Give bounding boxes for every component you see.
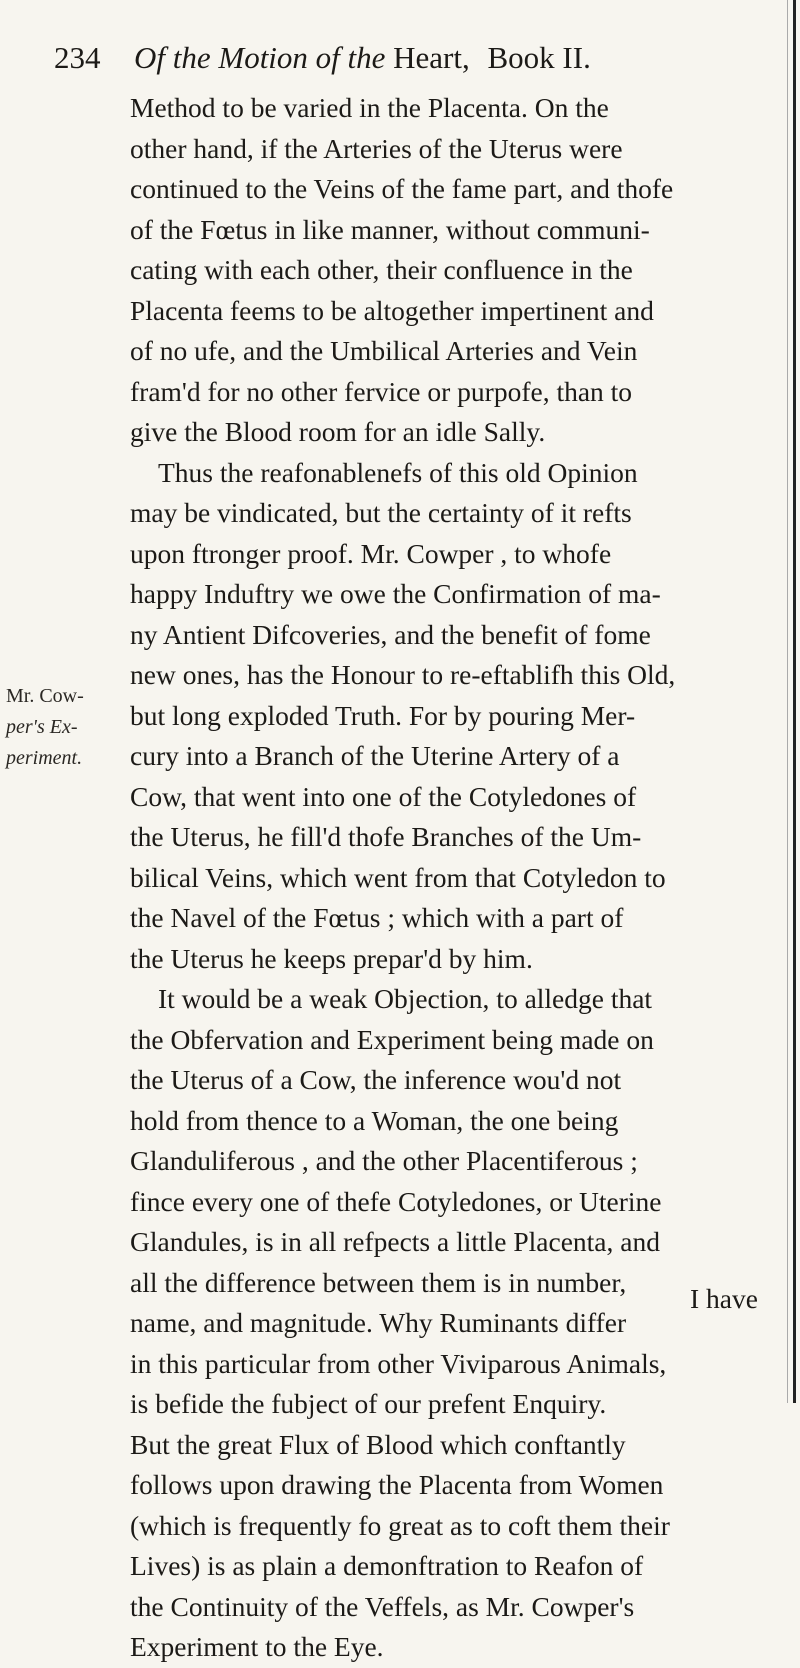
page-number: 234 [54, 40, 101, 75]
text-line: of no ufe, and the Umbilical Arteries and Vein [130, 335, 638, 366]
text-line: the Navel of the Fœtus ; which with a part of [130, 902, 624, 933]
text-line: give the Blood room for an idle Sally. [130, 416, 546, 447]
text-line: cury into a Branch of the Uterine Artery of a [130, 740, 620, 771]
text-line: cating with each other, their confluence in the [130, 254, 633, 285]
text-line: Cow, that went into one of the Cotyledones of [130, 780, 637, 812]
text-line: is befide the fubject of our prefent Enquiry. [130, 1388, 607, 1419]
text-line: in this particular from other Viviparous Animals, [130, 1347, 667, 1379]
text-line: fram'd for no other fervice or purpofe, than to [130, 375, 633, 407]
text-line: follows upon drawing the Placenta from Women [130, 1469, 664, 1500]
text-line: all the difference between them is in number, [130, 1266, 627, 1298]
margin-note-line: periment. [6, 747, 83, 769]
text-line: upon ftronger proof. Mr. Cowper , to whofe [130, 537, 612, 569]
text-line: the Uterus of a Cow, the inference wou'd not [130, 1064, 622, 1095]
text-line: But the great Flux of Blood which conftantly [130, 1428, 626, 1460]
text-line: Glandules, is in all refpects a little Placenta, and [130, 1226, 660, 1257]
text-line: hold from thence to a Woman, the one being [130, 1104, 619, 1136]
book-label: Book II. [487, 40, 591, 75]
running-head [134, 40, 754, 76]
text-line: ny Antient Difcoveries, and the benefit of fome [130, 618, 651, 650]
text-line: continued to the Veins of the fame part, and thofe [130, 173, 674, 204]
text-line: the Obfervation and Experiment being made on [130, 1023, 654, 1055]
text-line: bilical Veins, which went from that Cotyledon to [130, 861, 666, 893]
catchword: I have [690, 1283, 758, 1314]
text-line: Experiment to the Eye. [130, 1631, 384, 1662]
text-line: It would be a weak Objection, to alledge that [158, 983, 653, 1014]
margin-note-line: Mr. Cow- [6, 685, 84, 707]
text-line: other hand, if the Arteries of the Uterus were [130, 132, 623, 164]
margin-note-line: per's Ex- [6, 716, 78, 738]
text-line: Method to be varied in the Placenta. On the [130, 92, 609, 123]
text-line: fince every one of thefe Cotyledones, or Uterine [130, 1185, 662, 1217]
text-line: the Uterus, he fill'd thofe Branches of the Um- [130, 821, 642, 852]
page-edge [793, 0, 796, 1403]
text-line: new ones, has the Honour to re-eftablifh this Old, [130, 659, 676, 690]
page-edge-shadow [787, 0, 788, 1403]
text-line: the Continuity of the Veffels, as Mr. Cowper's [130, 1590, 635, 1622]
text-line: of the Fœtus in like manner, without communi- [130, 213, 650, 245]
running-head-tail: Heart, [393, 40, 470, 75]
page-header [54, 40, 754, 76]
text-line: name, and magnitude. Why Ruminants differ [130, 1307, 627, 1338]
text-line: the Uterus he keeps prepar'd by him. [130, 942, 533, 974]
text-line: but long exploded Truth. For by pouring Mer- [130, 699, 636, 731]
text-line: Thus the reafonablenefs of this old Opinion [158, 456, 638, 488]
text-line: (which is frequently fo great as to coft them their [130, 1509, 670, 1541]
body-text [130, 88, 760, 1668]
running-head-title: Of the Motion of the [134, 40, 386, 75]
text-line: may be vindicated, but the certainty of it refts [130, 497, 632, 528]
text-line: happy Induftry we owe the Confirmation of ma- [130, 578, 661, 609]
text-line: Placenta feems to be altogether impertinent and [130, 294, 654, 326]
margin-note [6, 681, 126, 774]
text-line: Glanduliferous , and the other Placentiferous ; [130, 1145, 638, 1176]
text-line: Lives) is as plain a demonftration to Reafon of [130, 1550, 644, 1581]
